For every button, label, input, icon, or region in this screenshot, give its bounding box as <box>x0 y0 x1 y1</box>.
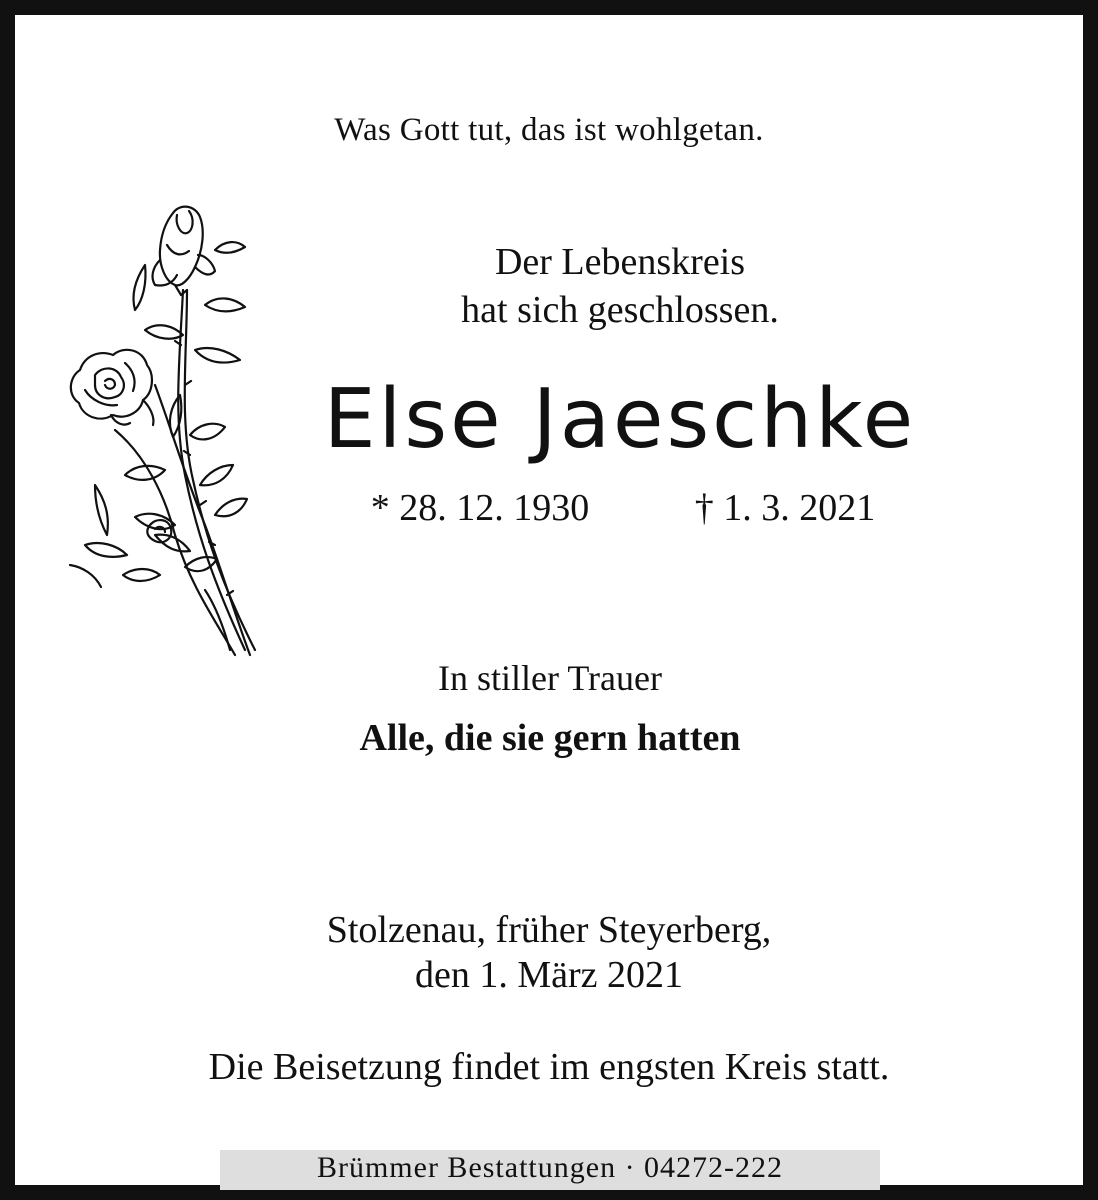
motto-text: Was Gott tut, das ist wohlgetan. <box>334 112 764 148</box>
place-line-1: Stolzenau, früher Steyerberg, <box>326 909 772 951</box>
mourners-line: Alle, die sie gern hatten <box>359 717 741 759</box>
funeral-home-footer: Brümmer Bestattungen · 04272-222 <box>316 1151 784 1184</box>
death-date: † 1. 3. 2021 <box>694 487 876 529</box>
heading-line-2: hat sich geschlossen. <box>461 289 779 331</box>
burial-note: Die Beisetzung findet im engsten Kreis statt. <box>208 1046 890 1088</box>
birth-date: * 28. 12. 1930 <box>370 487 590 529</box>
mourning-line: In stiller Trauer <box>438 658 662 698</box>
deceased-name: Else Jaeschke <box>323 372 917 467</box>
rose-illustration-icon <box>55 195 270 660</box>
heading-line-1: Der Lebenskreis <box>494 241 746 283</box>
place-line-2: den 1. März 2021 <box>414 954 684 996</box>
